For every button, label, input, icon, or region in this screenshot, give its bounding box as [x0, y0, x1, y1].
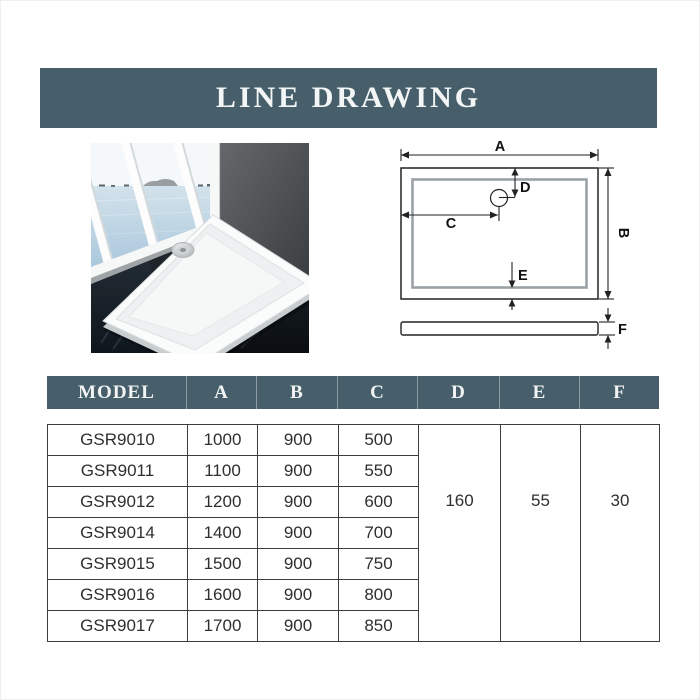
dim-label-b: B	[615, 227, 631, 239]
b-cell: 900	[258, 611, 339, 642]
product-photo	[91, 143, 309, 353]
b-cell: 900	[258, 580, 339, 611]
a-cell: 1600	[188, 580, 258, 611]
tray-side-view	[401, 322, 598, 335]
header-c: C	[338, 376, 418, 409]
model-cell: GSR9010	[48, 425, 188, 456]
b-cell: 900	[258, 456, 339, 487]
header-d: D	[418, 376, 500, 409]
header-f: F	[613, 381, 626, 403]
drain	[172, 243, 194, 258]
header-a: A	[187, 376, 257, 409]
c-cell: 550	[339, 456, 419, 487]
model-cell: GSR9011	[48, 456, 188, 487]
b-cell: 900	[258, 518, 339, 549]
merged-f-cell: 30	[581, 425, 660, 642]
dimension-diagram	[390, 140, 680, 355]
c-cell: 500	[339, 425, 419, 456]
spec-table	[47, 424, 660, 642]
b-cell: 900	[258, 487, 339, 518]
a-cell: 1100	[188, 456, 258, 487]
title-banner	[40, 68, 657, 128]
merged-e-cell: 55	[501, 425, 581, 642]
model-cell: GSR9017	[48, 611, 188, 642]
model-cell: GSR9015	[48, 549, 188, 580]
a-cell: 1200	[188, 487, 258, 518]
b-cell: 900	[258, 425, 339, 456]
dim-label-c: C	[445, 216, 457, 232]
merged-d-cell: 160	[419, 425, 501, 642]
dim-label-e: E	[518, 268, 528, 284]
c-cell: 600	[339, 487, 419, 518]
a-cell: 1000	[188, 425, 258, 456]
c-cell: 800	[339, 580, 419, 611]
b-cell: 900	[258, 549, 339, 580]
a-cell: 1400	[188, 518, 258, 549]
page-title: LINE DRAWING	[215, 81, 482, 114]
dim-label-a: A	[494, 140, 506, 155]
product-photo-graphic	[91, 143, 309, 353]
spec-table-header	[47, 376, 659, 409]
dim-label-f: F	[618, 322, 627, 338]
table-row	[48, 425, 660, 456]
c-cell: 750	[339, 549, 419, 580]
window-frame-right	[210, 143, 220, 227]
tray-outline	[401, 168, 598, 299]
model-cell: GSR9014	[48, 518, 188, 549]
c-cell: 700	[339, 518, 419, 549]
header-b: B	[257, 376, 338, 409]
a-cell: 1700	[188, 611, 258, 642]
model-cell: GSR9016	[48, 580, 188, 611]
c-cell: 850	[339, 611, 419, 642]
header-model: MODEL	[47, 376, 187, 409]
a-cell: 1500	[188, 549, 258, 580]
dimension-diagram-graphic	[390, 140, 680, 355]
header-e: E	[500, 376, 580, 409]
dim-label-d: D	[520, 180, 531, 196]
model-cell: GSR9012	[48, 487, 188, 518]
